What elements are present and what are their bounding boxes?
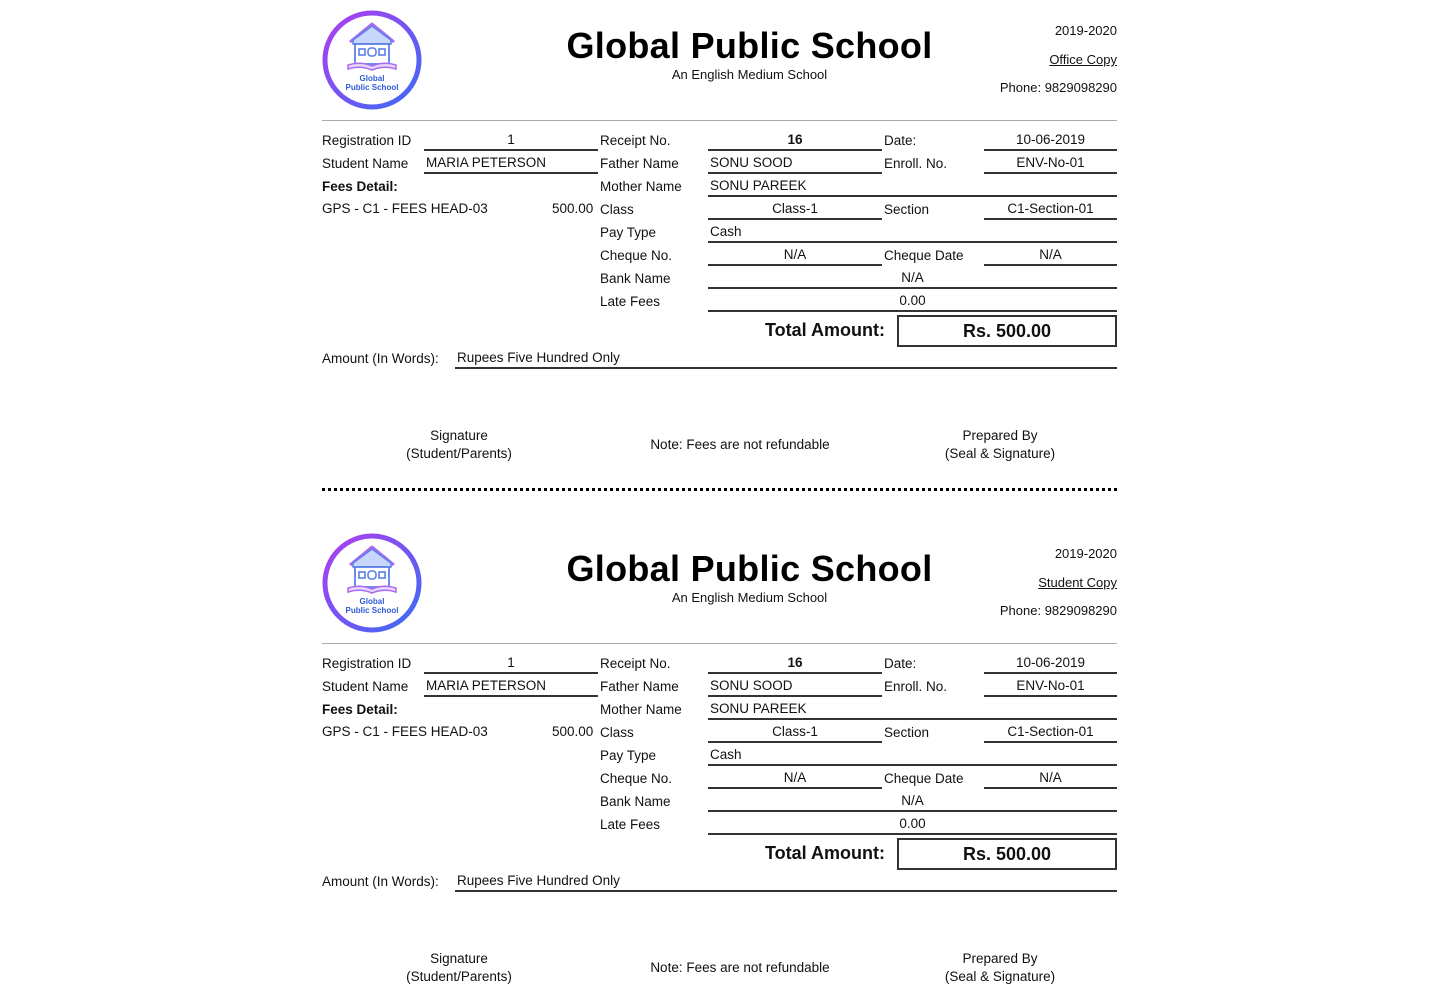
header-divider bbox=[322, 643, 1117, 644]
amount-in-words-label: Amount (In Words): bbox=[322, 351, 439, 366]
refund-note: Note: Fees are not refundable bbox=[650, 437, 830, 452]
school-tagline: An English Medium School bbox=[671, 590, 828, 605]
enroll-no-value: ENV-No-01 bbox=[984, 153, 1117, 174]
student-name-label: Student Name bbox=[322, 156, 409, 171]
receipt-student-copy bbox=[322, 523, 1117, 993]
school-tagline: An English Medium School bbox=[671, 67, 828, 82]
prepared-by-signature bbox=[930, 427, 1070, 463]
date-label: Date: bbox=[884, 656, 917, 671]
father-name-label: Father Name bbox=[600, 156, 679, 171]
total-amount-label: Total Amount: bbox=[765, 320, 885, 340]
prepared-by-line1: Prepared By bbox=[962, 951, 1038, 966]
father-name-label: Father Name bbox=[600, 679, 679, 694]
school-name: Global Public School bbox=[566, 548, 933, 589]
mother-name-value: SONU PAREEK bbox=[708, 176, 1117, 197]
logo-text-line2: Public School bbox=[345, 83, 399, 92]
fee-head-amount: 500.00 bbox=[552, 724, 594, 739]
refund-note: Note: Fees are not refundable bbox=[650, 960, 830, 975]
header-divider bbox=[322, 120, 1117, 121]
pay-type-value: Cash bbox=[708, 745, 1117, 766]
cheque-no-value: N/A bbox=[708, 245, 882, 266]
section-value: C1-Section-01 bbox=[984, 722, 1117, 743]
registration-id-label: Registration ID bbox=[322, 133, 412, 148]
total-amount-value: Rs. 500.00 bbox=[897, 315, 1117, 347]
fees-detail-heading: Fees Detail: bbox=[322, 702, 398, 717]
bank-name-label: Bank Name bbox=[600, 271, 671, 286]
class-label: Class bbox=[600, 202, 634, 217]
cheque-no-label: Cheque No. bbox=[600, 248, 673, 263]
total-amount-label: Total Amount: bbox=[765, 843, 885, 863]
logo-text-line2: Public School bbox=[345, 606, 399, 615]
logo-text-line1: Global bbox=[359, 597, 385, 606]
academic-year: 2019-2020 bbox=[1054, 23, 1117, 38]
enroll-no-value: ENV-No-01 bbox=[984, 676, 1117, 697]
late-fees-value: 0.00 bbox=[708, 814, 1117, 835]
class-value: Class-1 bbox=[708, 199, 882, 220]
section-value: C1-Section-01 bbox=[984, 199, 1117, 220]
receipt-no-label: Receipt No. bbox=[600, 133, 671, 148]
student-signature-line2: (Student/Parents) bbox=[406, 446, 512, 461]
prepared-by-signature bbox=[930, 950, 1070, 986]
school-phone: Phone: 9829098290 bbox=[999, 80, 1117, 95]
student-name-label: Student Name bbox=[322, 679, 409, 694]
cheque-no-label: Cheque No. bbox=[600, 771, 673, 786]
academic-year: 2019-2020 bbox=[1054, 546, 1117, 561]
cheque-date-label: Cheque Date bbox=[884, 248, 964, 263]
receipt-no-label: Receipt No. bbox=[600, 656, 671, 671]
school-name: Global Public School bbox=[566, 25, 933, 66]
enroll-no-label: Enroll. No. bbox=[884, 156, 948, 171]
class-label: Class bbox=[600, 725, 634, 740]
prepared-by-line2: (Seal & Signature) bbox=[944, 446, 1056, 461]
class-value: Class-1 bbox=[708, 722, 882, 743]
father-name-value: SONU SOOD bbox=[708, 153, 882, 174]
receipt-no-value: 16 bbox=[708, 130, 882, 151]
registration-id-value: 1 bbox=[424, 130, 598, 151]
pay-type-value: Cash bbox=[708, 222, 1117, 243]
amount-in-words-value: Rupees Five Hundred Only bbox=[455, 348, 1117, 369]
mother-name-label: Mother Name bbox=[600, 179, 682, 194]
father-name-value: SONU SOOD bbox=[708, 676, 882, 697]
date-value: 10-06-2019 bbox=[984, 130, 1117, 151]
student-name-value: MARIA PETERSON bbox=[424, 153, 598, 174]
cheque-date-value: N/A bbox=[984, 245, 1117, 266]
late-fees-label: Late Fees bbox=[600, 294, 661, 309]
logo-text-line1: Global bbox=[359, 74, 385, 83]
student-signature-line1: Signature bbox=[430, 951, 488, 966]
section-label: Section bbox=[884, 202, 930, 217]
prepared-by-line1: Prepared By bbox=[962, 428, 1038, 443]
student-signature-line2: (Student/Parents) bbox=[406, 969, 512, 984]
enroll-no-label: Enroll. No. bbox=[884, 679, 948, 694]
bank-name-value: N/A bbox=[708, 791, 1117, 812]
bank-name-label: Bank Name bbox=[600, 794, 671, 809]
cheque-no-value: N/A bbox=[708, 768, 882, 789]
fee-head-amount: 500.00 bbox=[552, 201, 594, 216]
bank-name-value: N/A bbox=[708, 268, 1117, 289]
pay-type-label: Pay Type bbox=[600, 748, 657, 763]
section-label: Section bbox=[884, 725, 930, 740]
fees-detail-heading: Fees Detail: bbox=[322, 179, 398, 194]
student-signature-line1: Signature bbox=[430, 428, 488, 443]
student-name-value: MARIA PETERSON bbox=[424, 676, 598, 697]
copy-label: Student Copy bbox=[1038, 575, 1117, 590]
date-value: 10-06-2019 bbox=[984, 653, 1117, 674]
school-phone: Phone: 9829098290 bbox=[999, 603, 1117, 618]
amount-in-words-label: Amount (In Words): bbox=[322, 874, 439, 889]
mother-name-value: SONU PAREEK bbox=[708, 699, 1117, 720]
fee-head-name: GPS - C1 - FEES HEAD-03 bbox=[322, 724, 488, 739]
mother-name-label: Mother Name bbox=[600, 702, 682, 717]
cheque-date-label: Cheque Date bbox=[884, 771, 964, 786]
student-signature bbox=[389, 427, 529, 463]
pay-type-label: Pay Type bbox=[600, 225, 657, 240]
fee-head-name: GPS - C1 - FEES HEAD-03 bbox=[322, 201, 488, 216]
total-amount-value: Rs. 500.00 bbox=[897, 838, 1117, 870]
amount-in-words-value: Rupees Five Hundred Only bbox=[455, 871, 1117, 892]
cheque-date-value: N/A bbox=[984, 768, 1117, 789]
copy-label: Office Copy bbox=[1049, 52, 1117, 67]
receipt-office-copy bbox=[322, 0, 1117, 470]
registration-id-label: Registration ID bbox=[322, 656, 412, 671]
registration-id-value: 1 bbox=[424, 653, 598, 674]
late-fees-value: 0.00 bbox=[708, 291, 1117, 312]
receipt-no-value: 16 bbox=[708, 653, 882, 674]
late-fees-label: Late Fees bbox=[600, 817, 661, 832]
date-label: Date: bbox=[884, 133, 917, 148]
cut-line bbox=[322, 488, 1117, 491]
student-signature bbox=[389, 950, 529, 986]
prepared-by-line2: (Seal & Signature) bbox=[944, 969, 1056, 984]
